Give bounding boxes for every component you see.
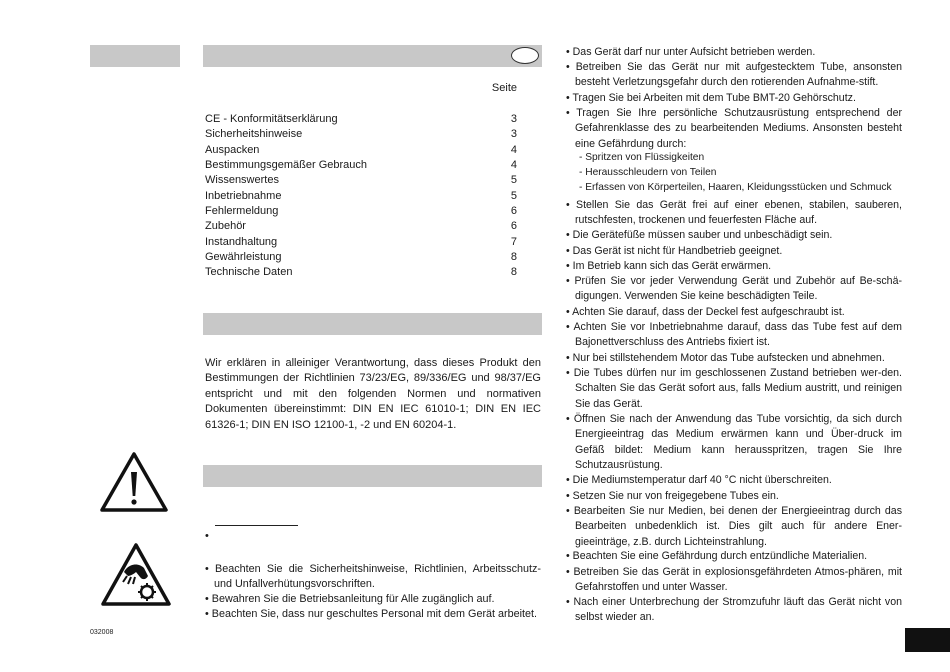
warning-triangle-icon [99, 450, 169, 514]
hazard-dash-item: - Erfassen von Körperteilen, Haaren, Kleidungsstücken und Schmuck [579, 182, 892, 193]
document-code: 032008 [90, 629, 114, 636]
safety-instruction-item: • Die Gerätefüße müssen sauber und unbeschädigt sein. [566, 229, 833, 241]
language-oval [511, 47, 539, 64]
safety-instruction-item: • Beachten Sie eine Gefährdung durch entzündliche Materialien. [566, 550, 868, 562]
toc-title: Instandhaltung [205, 236, 278, 248]
toc-title: Gewährleistung [205, 251, 282, 263]
toc-heading-bar [203, 45, 542, 67]
safety-instruction-item: • Die Tubes dürfen nur im geschlossenen Zustand betrieben wer-den. Schalten Sie das Gerät sofort aus, falls Medium austritt, und reinigen Sie das Gerät. [566, 367, 902, 410]
left-tab-marker [90, 45, 180, 67]
toc-page-number: 4 [510, 159, 517, 171]
toc-page-number: 3 [510, 128, 517, 140]
hazard-dash-item: - Herausschleudern von Teilen [579, 167, 717, 178]
toc-row [205, 190, 517, 205]
toc-title: Zubehör [205, 220, 246, 232]
toc-header-page: Seite [491, 82, 517, 94]
toc-title: Sicherheitshinweise [205, 128, 303, 140]
safety-instruction-item: • Die Mediumstemperatur darf 40 °C nicht überschreiten. [566, 474, 832, 486]
underline-rule [215, 525, 298, 526]
safety-instruction-item: • Nach einer Unterbrechung der Stromzufuhr läuft das Gerät nicht von selbst wieder an. [566, 596, 902, 624]
safety-instruction-item: • Das Gerät ist nicht für Handbetrieb geeignet. [566, 245, 783, 257]
toc-row [205, 113, 517, 128]
toc-row [205, 159, 517, 174]
toc-title: Fehlermeldung [205, 205, 279, 217]
toc-row [205, 128, 517, 143]
safety-instruction-item: • Bearbeiten Sie nur Medien, bei denen der Energieeintrag durch das Bearbeiten unbedenklich ist. Dies gilt auch für andere Ener-gieeinträge, z.B. durch Lichteinstrahlung. [566, 505, 902, 548]
toc-title: Inbetriebnahme [205, 190, 282, 202]
lone-bullet: • [205, 530, 209, 542]
toc-page-number: 6 [510, 220, 517, 232]
toc-page-number: 8 [510, 251, 517, 263]
toc-title: CE - Konformitätserklärung [205, 113, 338, 125]
toc-page-number: 8 [510, 266, 517, 278]
safety-instruction-item: • Achten Sie vor Inbetriebnahme darauf, dass das Tube fest auf dem Bajonettverschluss des Antriebs fixiert ist. [566, 321, 902, 349]
safety-instruction-item: • Betreiben Sie das Gerät nur mit aufgestecktem Tube, ansonsten besteht Verletzungsgefahr durch den rotierenden Aufnahme-stift. [566, 61, 902, 89]
toc-page-number: 5 [510, 190, 517, 202]
toc-row [205, 144, 517, 159]
safety-bullet-3: • Beachten Sie, dass nur geschultes Personal mit dem Gerät arbeitet. [205, 608, 538, 620]
safety-instruction-item: • Setzen Sie nur von freigegebene Tubes ein. [566, 490, 779, 502]
page-edge-tab [905, 628, 950, 652]
safety-instruction-item: • Im Betrieb kann sich das Gerät erwärmen. [566, 260, 772, 272]
rotating-parts-hazard-icon [100, 542, 172, 608]
toc-page-number: 4 [510, 144, 517, 156]
toc-title: Auspacken [205, 144, 260, 156]
ce-declaration-text: Wir erklären in alleiniger Verantwortung, dass dieses Produkt den Bestimmungen der Richtlinien 73/23/EG, 89/336/EG und 98/37/EG entspricht und mit den folgenden Normen und normativen Dokumenten übereinstimmt: DIN EN IEC 61010-1; DIN EN IEC 61326-1; DIN EN ISO 12100-1, -2 und EN 60204-1. [205, 357, 541, 431]
toc-row [205, 251, 517, 266]
toc-page-number: 3 [510, 113, 517, 125]
toc-row [205, 220, 517, 235]
safety-instruction-item: • Achten Sie darauf, dass der Deckel fest aufgeschraubt ist. [566, 306, 845, 318]
ce-heading-bar [203, 313, 542, 335]
safety-instruction-item: • Öffnen Sie nach der Anwendung das Tube vorsichtig, da sich durch Energieeintrag das Medium erwärmen kann und Über-druck im Gefäß bildet: Medium kann herausspritzen, tragen Sie Ihre Schutzausrüstung. [566, 413, 902, 471]
toc-page-number: 5 [510, 174, 517, 186]
toc-title: Wissenswertes [205, 174, 279, 186]
safety-instruction-item: • Nur bei stillstehendem Motor das Tube aufstecken und abnehmen. [566, 352, 885, 364]
safety-instruction-item: • Tragen Sie bei Arbeiten mit dem Tube BMT-20 Gehörschutz. [566, 92, 856, 104]
safety-bullet-2: • Bewahren Sie die Betriebsanleitung für Alle zugänglich auf. [205, 593, 495, 605]
safety-instruction-item: • Stellen Sie das Gerät frei auf einer ebenen, stabilen, sauberen, rutschfesten, trockenen und feuerfesten Fläche auf. [566, 199, 902, 227]
safety-heading-bar [203, 465, 542, 487]
safety-instruction-item: • Das Gerät darf nur unter Aufsicht betrieben werden. [566, 46, 816, 58]
safety-instruction-item: • Tragen Sie Ihre persönliche Schutzausrüstung entsprechend der Gefahrenklasse des zu bearbeitenden Mediums. Ansonsten besteht eine Gefährdung durch: [566, 107, 902, 150]
safety-instruction-item: • Prüfen Sie vor jeder Verwendung Gerät und Zubehör auf Be-schä-digungen. Verwenden Sie keine beschädigten Teile. [566, 275, 902, 303]
hazard-dash-item: - Spritzen von Flüssigkeiten [579, 152, 705, 163]
toc-page-number: 7 [510, 236, 517, 248]
toc-title: Technische Daten [205, 266, 293, 278]
toc-row [205, 236, 517, 251]
toc-page-number: 6 [510, 205, 517, 217]
toc-title: Bestimmungsgemäßer Gebrauch [205, 159, 368, 171]
safety-instruction-item: • Betreiben Sie das Gerät in explosionsgefährdeten Atmos-phären, mit Gefahrstoffen und unter Wasser. [566, 566, 902, 594]
toc-row [205, 266, 517, 281]
safety-bullet-1: • Beachten Sie die Sicherheitshinweise, Richtlinien, Arbeitsschutz- und Unfallverhütungsvorschriften. [205, 563, 541, 591]
toc-row [205, 205, 517, 220]
toc-row [205, 174, 517, 189]
